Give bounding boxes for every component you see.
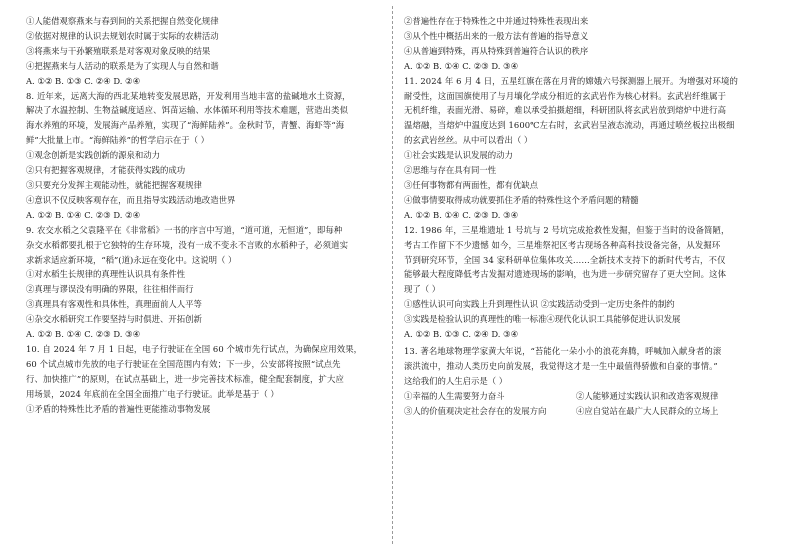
left-line-9: ①观念创新是实践创新的源泉和动力 bbox=[26, 150, 160, 161]
left-line-0: ①人能借观察燕来与春到间的关系把握自然变化规律 bbox=[26, 16, 219, 26]
right-line-24: 这给我们的人生启示是（ ） bbox=[404, 375, 508, 386]
left-line-18: ②真理与谬误没有明确的界限，往往相伴而行 bbox=[26, 284, 194, 295]
q13-option-3: ③人的价值观决定社会存在的发展方向 bbox=[404, 405, 547, 416]
left-line-7: 海水养殖的环境，发展海产品养殖，实现了“海鲜陆养”。金秋时节，青蟹、海虾等“海 bbox=[26, 120, 345, 131]
right-line-16: 节到研究环节，全国 34 家科研单位集体攻关……全新技术支持下的新时代考古，不仅 bbox=[404, 254, 726, 265]
right-line-17: 能够最大程度降低考古发掘对遗迹现场的影响，也为进一步研究留存了更大空间。这体 bbox=[404, 269, 727, 280]
right-answer-q10: A. ①② B. ①④ C. ②③ D. ③④ bbox=[404, 60, 519, 71]
right-line-2: ④从普遍到特殊，再从特殊到普遍符合认识的秩序 bbox=[404, 45, 589, 56]
right-line-1: ③从个性中概括出来的一般方法有普遍的指导意义 bbox=[404, 30, 589, 41]
right-line-8: 的玄武岩丝丝。从中可以看出（ ） bbox=[404, 135, 533, 146]
q13-option-1: ①幸福的人生需要努力奋斗 bbox=[404, 390, 505, 401]
left-column bbox=[26, 14, 366, 416]
right-line-20: ③实践是检验认识的真理性的唯一标准④现代化认识工具能够促进认识发展 bbox=[404, 314, 681, 325]
right-line-5: 耐受性，这面国旗使用了与月壤化学成分相近的玄武岩作为核心材料。玄武岩纤维属于 bbox=[404, 90, 727, 101]
right-line-18: 现了（ ） bbox=[404, 284, 441, 295]
right-line-15: 考古工作留下不少遗憾 如今，三星堆祭祀区考古现场各种高科技设备完备，从发掘环 bbox=[404, 239, 721, 250]
left-line-1: ②依据对规律的认识去规划农时属于实际的农耕活动 bbox=[26, 30, 219, 41]
right-line-4: 11. 2024 年 6 月 4 日，五星红旗在落在月背的嫦娥六号探测器上展开。为增强对环境的 bbox=[404, 75, 738, 86]
right-line-23: 滚洪流中，推动人类历史向前发展，我觉得这才是一生中最值得骄傲和自豪的事情。” bbox=[404, 360, 718, 371]
q13-option-4: ④应自觉站在最广大人民群众的立场上 bbox=[576, 405, 719, 416]
left-line-25: 用场景，2024 年底前在全国全面推广电子行驶证。此举是基于（ ） bbox=[26, 388, 279, 399]
right-line-19: ①感性认识可向实践上升到理性认识 ②实践活动受到一定历史条件的制约 bbox=[404, 299, 675, 310]
right-line-6: 无机纤维，表面光滑、易碎，难以承受拍摄超细，科研团队将玄武岩放到熔炉中进行高 bbox=[404, 105, 727, 116]
left-line-22: 10. 自 2024 年 7 月 1 日起，电子行驶证在全国 60 个城市先行试点，为确保应用效果， bbox=[26, 343, 363, 354]
left-line-10: ②只有把握客观规律，才能获得实践的成功 bbox=[26, 165, 186, 176]
left-line-23: 60 个试点城市先放的电子行驶证在全国范围内有效；下一步，公安部将按照“试点先 bbox=[26, 358, 341, 369]
left-answer-q7: A. ①② B. ①③ C. ②④ D. ②④ bbox=[26, 75, 141, 86]
right-line-10: ②思维与存在具有同一性 bbox=[404, 165, 497, 176]
right-answer-q12: A. ①② B. ①③ C. ②④ D. ③④ bbox=[404, 329, 519, 340]
left-line-26: ①矛盾的特殊性比矛盾的普遍性更能推动事物发展 bbox=[26, 403, 211, 414]
q13-options-row-2 bbox=[404, 404, 748, 419]
left-answer-q9: A. ①② B. ①④ C. ②③ D. ③④ bbox=[26, 329, 141, 340]
left-line-20: ④杂交水稻研究工作要坚持与时俱进、开拓创新 bbox=[26, 314, 202, 325]
left-line-8: 鲜”大批量上市。“海鲜陆养”的哲学启示在于（ ） bbox=[26, 135, 210, 146]
left-line-5: 8. 近年来，远离大海的西北某地转变发展思路，开发利用当地丰富的盐碱地水土资源， bbox=[26, 90, 351, 101]
column-divider bbox=[392, 6, 393, 544]
q13-options-row-1 bbox=[404, 389, 748, 404]
right-line-11: ③任何事物都有两面性，都有优缺点 bbox=[404, 179, 538, 190]
left-line-2: ③将燕来与干孙繁殖联系是对客观对象反映的结果 bbox=[26, 45, 211, 56]
left-line-24: 行、加快推广”的原则，在试点基础上，进一步完善技术标准，健全配套制度，扩大应 bbox=[26, 373, 344, 384]
q13-option-2: ②人能够通过实践认识和改造客观规律 bbox=[576, 390, 719, 401]
left-line-19: ③真理具有客观性和具体性，真理面前人人平等 bbox=[26, 299, 202, 310]
right-answer-q11: A. ①② B. ①④ C. ②③ D. ③④ bbox=[404, 209, 519, 220]
right-line-0: ②普遍性存在于特殊性之中并通过特殊性表现出来 bbox=[404, 16, 589, 26]
right-line-14: 12. 1986 年，三星堆遗址 1 号坑与 2 号坑完成抢救性发掘，但鉴于当时的设备简陋， bbox=[404, 224, 730, 235]
left-line-17: ①对水稻生长规律的真理性认识具有条件性 bbox=[26, 269, 186, 280]
right-line-22: 13. 著名地球物理学家黄大年说，“苔能化一朵小小的浪花奔腾，呼喊加入献身者的滚 bbox=[404, 345, 722, 356]
left-answer-q8: A. ①② B. ①④ C. ②③ D. ②④ bbox=[26, 209, 141, 220]
left-line-6: 解决了水温控制、生物益碱度适应、饵苗运输、水体循环利用等技术难题，营造出类似 bbox=[26, 105, 349, 116]
left-line-3: ④把握燕来与人活动的联系是为了实现人与自然和谐 bbox=[26, 60, 219, 71]
left-line-14: 9. 农交水稻之父袁隆平在《非常稻》一书的序言中写道，“道可道，无恒道”，即每种 bbox=[26, 224, 343, 235]
right-line-7: 温熔融，当熔炉中温度达到 1600℃左右时，玄武岩呈液态流动，再通过喷丝板拉出极细 bbox=[404, 120, 735, 131]
right-line-12: ④做事情要取得成功就要抓住矛盾的特殊性这个矛盾问题的精髓 bbox=[404, 194, 639, 205]
left-line-12: ④意识不仅反映客观存在，而且指导实践活动地改造世界 bbox=[26, 194, 236, 205]
right-line-9: ①社会实践是认识发展的动力 bbox=[404, 150, 513, 161]
left-line-15: 杂交水稻都要扎根于它独特的生存环境，没有一成不变永不言败的水稻种子，必须道实 bbox=[26, 239, 349, 250]
right-column bbox=[404, 14, 748, 418]
left-line-11: ③只要充分发挥主观能动性，就能把握客观规律 bbox=[26, 179, 202, 190]
left-line-16: 求新求适应新环境，“稻”(道)永远在变化中。这说明（ ） bbox=[26, 254, 237, 265]
